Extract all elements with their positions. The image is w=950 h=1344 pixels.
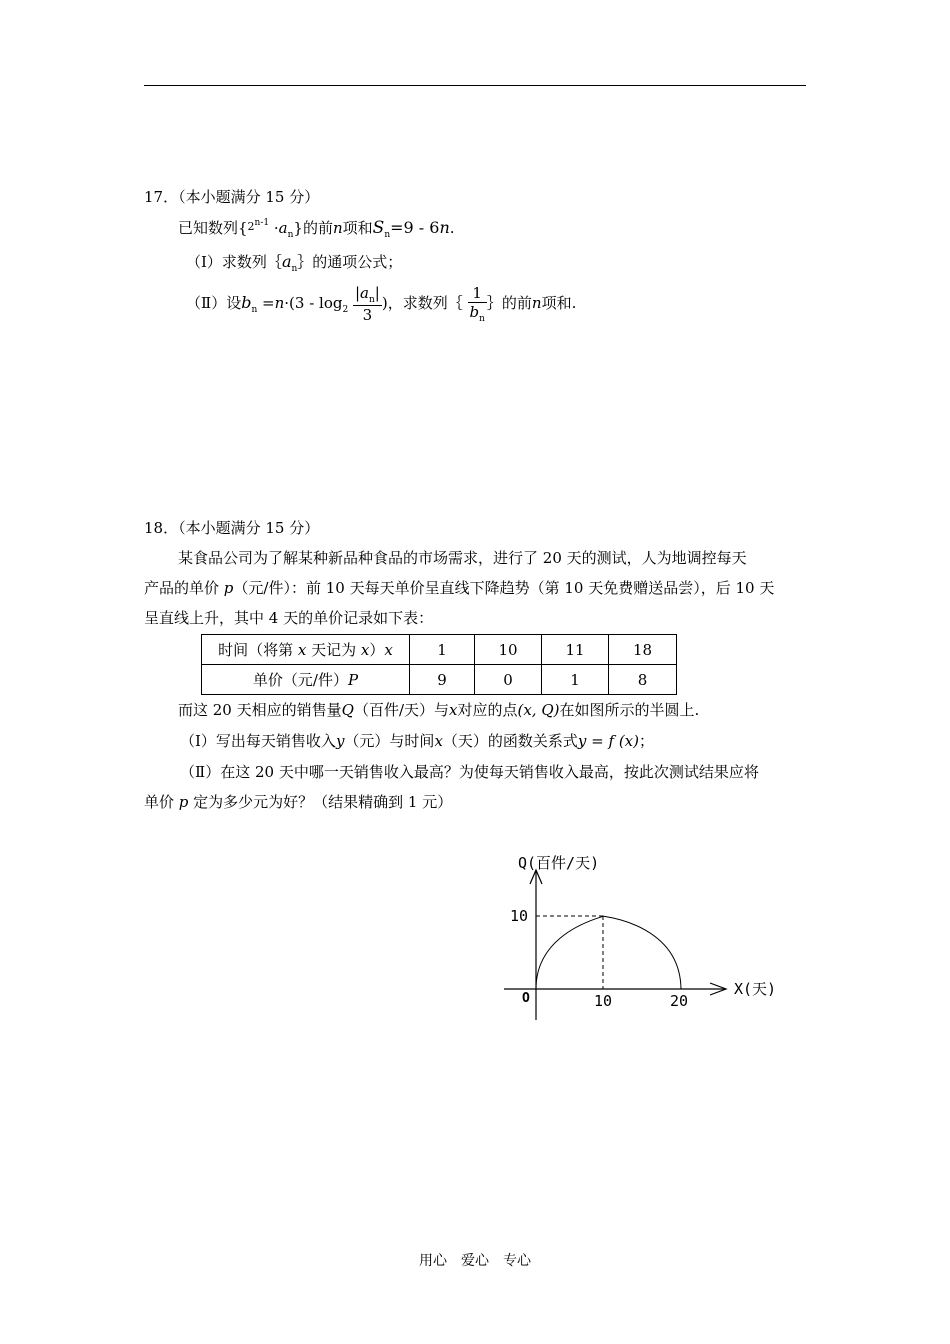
q17-header: 17．（本小题满分 15 分） (144, 188, 320, 206)
header-rule (144, 85, 806, 86)
q17-part2: （Ⅱ）设$b_n =n\cdot(3 - \log_2$ $\frac{|a_n|}{3}$ )，求数列｛ $\frac{1}{b_n}$ ｝的前n项和. (186, 284, 577, 324)
table-row (202, 635, 677, 665)
y-tick-10: 10 (510, 907, 529, 925)
origin-label: O (522, 991, 530, 1006)
y-axis-label: Q(百件/天) (518, 854, 600, 872)
q18-paragraph-line2: 产品的单价 p（元/件）：前 10 天每天单价呈直线下降趋势（第 10 天免费赠送品尝），后 10 天 (144, 579, 775, 597)
q18-paragraph-line3: 呈直线上升，其中 4 天的单价记录如下表： (144, 609, 434, 627)
x-tick-20: 20 (670, 992, 689, 1010)
table-cell: 0 (475, 665, 542, 695)
q17-fraction-an-over-3: $\frac{|a_n|}{3}$ (355, 284, 380, 324)
x-tick-10: 10 (594, 992, 613, 1010)
page-footer: 用心 爱心 专心 (419, 1253, 531, 1269)
semicircle-figure (490, 850, 790, 1030)
table-header-cell: 单价（元/件）P (202, 665, 410, 695)
q18-part2-line2: 单价 p 定为多少元为好？（结果精确到 1 元） (144, 793, 453, 811)
table-cell: 1 (410, 635, 475, 665)
price-table (201, 634, 677, 695)
table-cell: 9 (410, 665, 475, 695)
table-cell: 10 (475, 635, 542, 665)
x-axis-label: X(天) (734, 980, 777, 998)
q18-header: 18．（本小题满分 15 分） (144, 519, 320, 537)
table-cell: 11 (542, 635, 609, 665)
table-cell: 18 (609, 635, 677, 665)
table-header-cell: 时间（将第 x 天记为 x）x (202, 635, 410, 665)
table-row (202, 665, 677, 695)
table-cell: 1 (542, 665, 609, 695)
semicircle-curve (536, 916, 681, 989)
table-cell: 8 (609, 665, 677, 695)
q18-part2-line1: （Ⅱ）在这 20 天中哪一天销售收入最高？为使每天销售收入最高，按此次测试结果应将 (180, 763, 759, 781)
q18-paragraph-line1: 某食品公司为了解某种新品种食品的市场需求，进行了 20 天的测试，人为地调控每天 (178, 549, 747, 567)
q18-part1: （Ⅰ）写出每天销售收入y（元）与时间x（天）的函数关系式y = f (x)； (180, 732, 654, 750)
q17-part1: （Ⅰ）求数列$\{a_n\}$的通项公式； (186, 252, 403, 274)
q17-statement: 已知数列$\{^{2n-1} \cdot a_n\}$的前n项和$S_n=9 - 6n$. (178, 218, 455, 240)
q18-after-table: 而这 20 天相应的销售量Q（百件/天）与x对应的点(x, Q)在如图所示的半圆上. (178, 701, 700, 719)
q17-fraction-1-over-bn: $\frac{1}{b_n}$ (469, 284, 485, 324)
